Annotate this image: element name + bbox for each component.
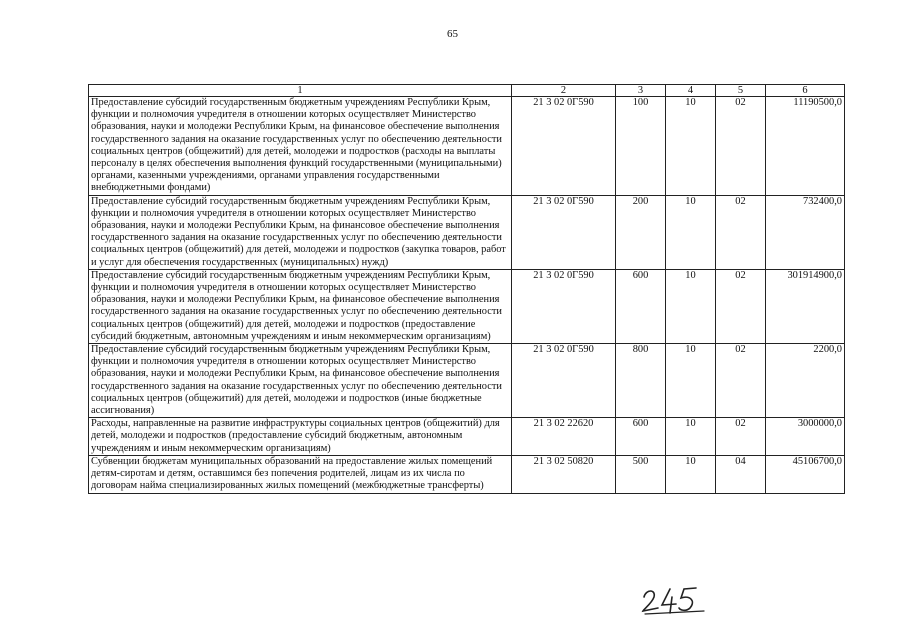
row-section: 10 [666, 344, 716, 418]
row-code: 21 3 02 0Г590 [512, 97, 616, 196]
handwritten-page-mark [640, 583, 710, 620]
header-col-5: 5 [716, 85, 766, 97]
table-row [89, 418, 845, 456]
page-number: 65 [447, 28, 458, 40]
row-subsection: 02 [716, 195, 766, 269]
row-code: 21 3 02 0Г590 [512, 195, 616, 269]
row-code: 21 3 02 22620 [512, 418, 616, 456]
row-section: 10 [666, 195, 716, 269]
row-description: Предоставление субсидий государственным бюджетным учреждениям Республики Крым, функции и полномочия учредителя в отношении которых осуществляет Министерство образования, науки и молодежи Республики Крым, на финансовое обеспечение выполнения государственного задания на оказание государственных услуг по обеспечению деятельности социальных центров (общежитий) для детей, молодежи и подростков (закупка товаров, работ и услуг для обеспечения государственных (муниципальных) нужд) [89, 195, 512, 269]
row-code: 21 3 02 50820 [512, 455, 616, 493]
table-row [89, 455, 845, 493]
row-amount: 2200,0 [766, 344, 845, 418]
row-subsection: 02 [716, 344, 766, 418]
header-col-6: 6 [766, 85, 845, 97]
row-expense-type: 800 [616, 344, 666, 418]
row-expense-type: 200 [616, 195, 666, 269]
row-amount: 732400,0 [766, 195, 845, 269]
row-code: 21 3 02 0Г590 [512, 344, 616, 418]
header-col-2: 2 [512, 85, 616, 97]
row-expense-type: 100 [616, 97, 666, 196]
row-description: Расходы, направленные на развитие инфраструктуры социальных центров (общежитий) для детей, молодежи и подростков (предоставление субсидий бюджетным, автономным учреждениям и иным некоммерческим организациям) [89, 418, 512, 456]
row-expense-type: 600 [616, 418, 666, 456]
header-col-4: 4 [666, 85, 716, 97]
row-section: 10 [666, 418, 716, 456]
row-subsection: 02 [716, 269, 766, 343]
header-col-1: 1 [89, 85, 512, 97]
row-section: 10 [666, 97, 716, 196]
table-header-row [89, 85, 845, 97]
row-subsection: 02 [716, 418, 766, 456]
row-description: Субвенции бюджетам муниципальных образований на предоставление жилых помещений детям-сиротам и детям, оставшимся без попечения родителей, лицам из их числа по договорам найма специализированных жилых помещений (межбюджетные трансферты) [89, 455, 512, 493]
row-section: 10 [666, 269, 716, 343]
handwritten-mark-icon [640, 583, 710, 615]
row-expense-type: 500 [616, 455, 666, 493]
row-subsection: 04 [716, 455, 766, 493]
table-row [89, 269, 845, 343]
table-row [89, 344, 845, 418]
budget-table [88, 84, 845, 494]
row-expense-type: 600 [616, 269, 666, 343]
row-amount: 45106700,0 [766, 455, 845, 493]
row-description: Предоставление субсидий государственным бюджетным учреждениям Республики Крым, функции и полномочия учредителя в отношении которых осуществляет Министерство образования, науки и молодежи Республики Крым, на финансовое обеспечение выполнения государственного задания на оказание государственных услуг по обеспечению деятельности социальных центров (общежитий) для детей, молодежи и подростков (предоставление субсидий бюджетным, автономным учреждениям и иным некоммерческим организациям) [89, 269, 512, 343]
row-code: 21 3 02 0Г590 [512, 269, 616, 343]
row-section: 10 [666, 455, 716, 493]
row-amount: 301914900,0 [766, 269, 845, 343]
row-description: Предоставление субсидий государственным бюджетным учреждениям Республики Крым, функции и полномочия учредителя в отношении которых осуществляет Министерство образования, науки и молодежи Республики Крым, на финансовое обеспечение выполнения государственного задания на оказание государственных услуг по обеспечению деятельности социальных центров (общежитий) для детей, молодежи и подростков (расходы на выплаты персоналу в целях обеспечения выполнения функций государственными (муниципальными) органами, казенными учреждениями, органами управления государственными внебюджетными фондами) [89, 97, 512, 196]
row-amount: 11190500,0 [766, 97, 845, 196]
table-row [89, 195, 845, 269]
row-subsection: 02 [716, 97, 766, 196]
header-col-3: 3 [616, 85, 666, 97]
row-amount: 3000000,0 [766, 418, 845, 456]
table-row [89, 97, 845, 196]
row-description: Предоставление субсидий государственным бюджетным учреждениям Республики Крым, функции и полномочия учредителя в отношении которых осуществляет Министерство образования, науки и молодежи Республики Крым, на финансовое обеспечение выполнения государственного задания на оказание государственных услуг по обеспечению деятельности социальных центров (общежитий) для детей, молодежи и подростков (иные бюджетные ассигнования) [89, 344, 512, 418]
